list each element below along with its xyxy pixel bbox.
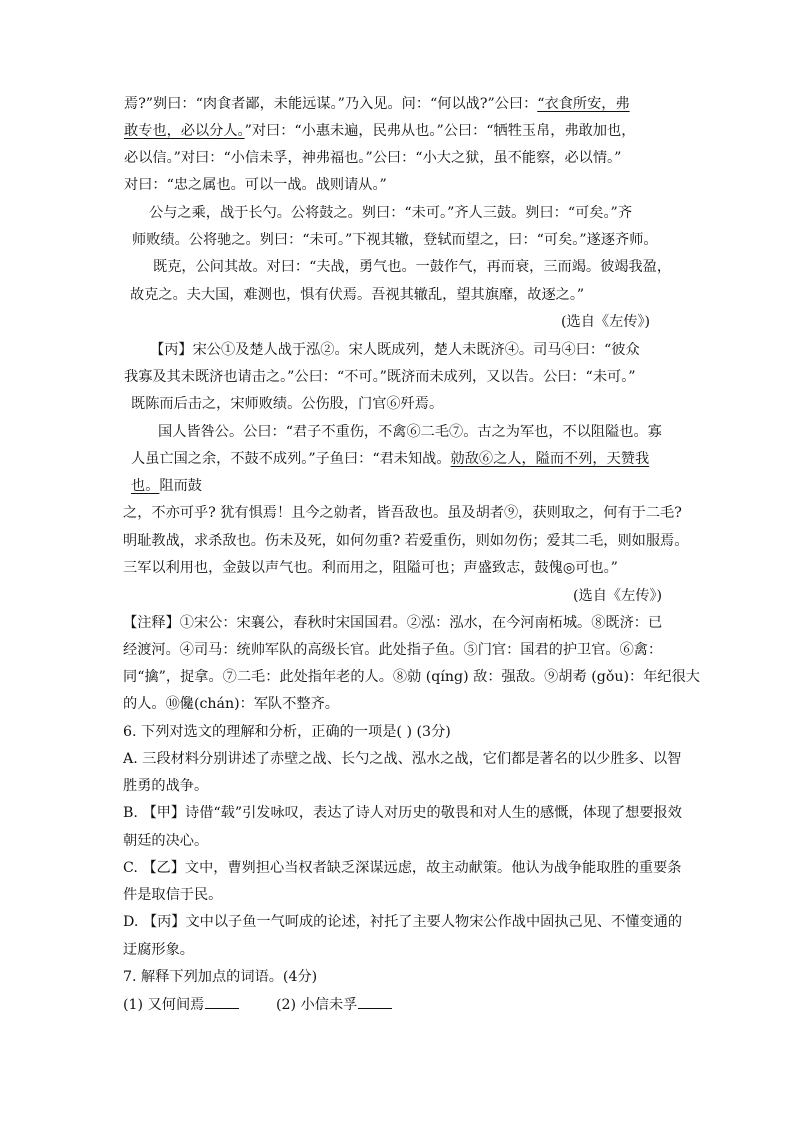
text-line: 师败绩。公将驰之。刿曰：“未可。”下视其辙，登轼而望之，曰：“可矣。”遂逐齐师。 (132, 232, 658, 248)
text-line: 既陈而后击之，宋师败绩。公伤股，门官⑥歼焉。 (131, 396, 444, 412)
option-a-cont: 胜勇的战争。 (123, 778, 209, 794)
text-line: 对曰：“忠之属也。可以一战。战则请从。” (124, 177, 387, 193)
annotation-line: 经渡河。④司马：统帅军队的高级长官。此处指子鱼。⑤门官：国君的护卫官。⑥禽： (123, 642, 663, 658)
annotation-line: 同“擒”，捉拿。⑦二毛：此处指年老的人。⑧勍 (qíng) 敌：强敌。⑨胡耇 (gǒu)：年纪很大 (123, 669, 700, 685)
answer-blank[interactable] (205, 994, 239, 1009)
option-a: A. 三段材料分别讲述了赤壁之战、长勺之战、泓水之战，它们都是著名的以少胜多、以智 (123, 751, 682, 767)
answer-blank[interactable] (358, 994, 392, 1009)
text-line: 明耻教战，求杀敌也。伤未及死，如何勿重? 若爱重伤，则如勿伤；爱其二毛，则如服焉。 (123, 533, 689, 549)
option-c-cont: 件是取信于民。 (123, 887, 223, 903)
question-7: 7. 解释下列加点的词语。(4分) (123, 969, 318, 985)
source-citation: (选自《左传》) (561, 314, 651, 330)
text-line: 国人皆咎公。公曰：“君子不重伤，不禽⑥二毛⑦。古之为军也，不以阻隘也。寡 (158, 424, 662, 440)
text-line: 也。阻而鼓 (131, 478, 202, 494)
text-line: 我寡及其未既济也请击之。”公曰：“不可。”既济而未成列，又以告。公曰：“未可。” (124, 369, 636, 385)
question-7-item-2: (2) 小信未孚 (276, 994, 392, 1015)
annotation-line: 的人。⑩儳(chán)：军队不整齐。 (123, 696, 340, 712)
option-d: D. 【丙】文中以子鱼一气呵成的论述，衬托了主要人物宋公作战中固执己见、不懂变通的 (123, 914, 683, 930)
text-line: 之，不亦可乎? 犹有惧焉！且今之勍者，皆吾敌也。虽及胡者⑨，获则取之，何有于二毛? (123, 505, 682, 521)
question-6: 6. 下列对选文的理解和分析，正确的一项是( ) (3分) (123, 724, 451, 740)
text-line: 人虽亡国之余，不鼓不成列。”子鱼曰：“君未知战。勍敌⑥之人，隘而不列，天赞我 (131, 451, 650, 467)
source-citation: (选自《左传》) (573, 588, 663, 604)
text-line: 三军以利用也，金鼓以声气也。利而用之，阻隘可也；声盛致志，鼓傀◎可也。” (123, 560, 618, 576)
question-7-item-1: (1) 又何间焉 (123, 994, 239, 1015)
text-line: 【丙】宋公①及楚人战于泓②。宋人既成列，楚人未既济④。司马④曰：“彼众 (150, 342, 640, 358)
text-line: 必以信。”对曰：“小信未孚，神弗福也。”公曰：“小大之狱，虽不能察，必以情。” (124, 150, 622, 166)
text-line: 焉?”刿曰：“肉食者鄙，未能远谋。”乃入见。问：“何以战?”公曰：“衣食所安，弗 (124, 96, 630, 112)
option-d-cont: 迂腐形象。 (123, 942, 194, 958)
text-line: 故克之。夫大国，难测也，惧有伏焉。吾视其辙乱，望其旗靡，故逐之。” (130, 287, 585, 303)
option-b: B. 【甲】诗借“载”引发咏叹，表达了诗人对历史的敬畏和对人生的感慨，体现了想要报效 (123, 805, 682, 821)
text-line: 既克，公问其故。对曰：“夫战，勇气也。一鼓作气，再而衰，三而竭。彼竭我盈， (153, 259, 672, 275)
option-b-cont: 朝廷的决心。 (123, 833, 209, 849)
annotation-line: 【注释】①宋公：宋襄公，春秋时宋国国君。②泓：泓水，在今河南柘城。⑧既济：已 (123, 615, 663, 631)
option-c: C. 【乙】文中，曹刿担心当权者缺乏深谋远虑，故主动献策。他认为战争能取胜的重要条 (123, 860, 682, 876)
text-line: 公与之乘，战于长勺。公将鼓之。刿曰：“未可。”齐人三鼓。刿曰：“可矣。”齐 (149, 205, 633, 221)
text-line: 敢专也，必以分人。”对曰：“小惠未遍，民弗从也。”公曰：“牺牲玉帛，弗敢加也， (124, 123, 636, 139)
